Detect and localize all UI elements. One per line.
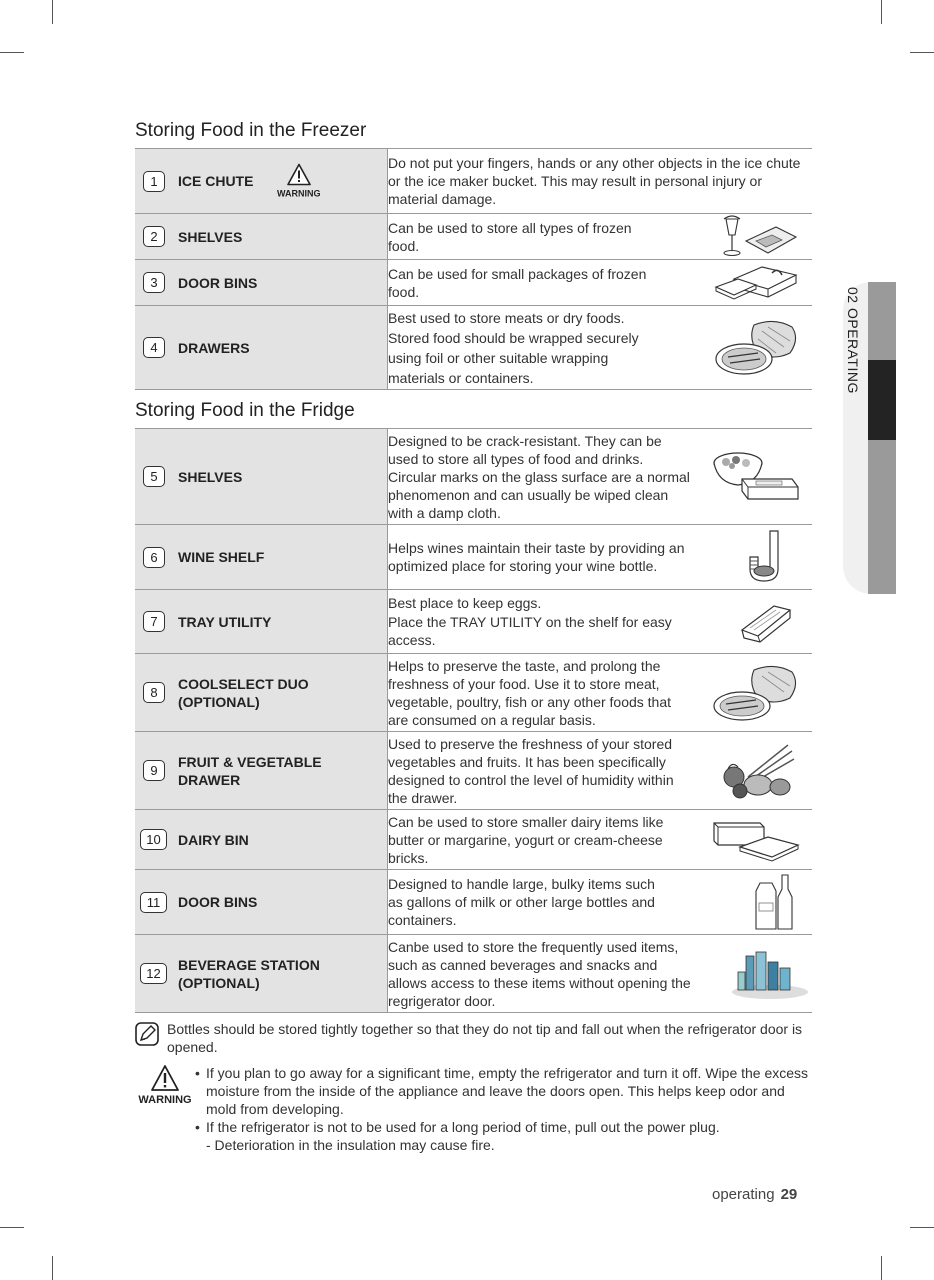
item-number: 8 [143, 682, 165, 703]
table-row [135, 214, 812, 260]
item-label: SHELVES [178, 468, 243, 485]
row-description-cell [388, 732, 813, 810]
item-label: DRAWERS [178, 339, 250, 356]
item-description-line: using foil or other suitable wrapping [388, 349, 609, 366]
wrapped-meat-icon [714, 317, 802, 379]
row-label-cell [135, 260, 388, 306]
item-number: 2 [143, 226, 165, 247]
dairy-containers-icon [710, 817, 802, 863]
row-description-cell [388, 429, 813, 525]
row-description-cell [388, 590, 813, 654]
row-label-cell [135, 214, 388, 260]
item-description: Used to preserve the freshness of your stored vegetables and fruits. It has been specifically designed to control the level of humidity within the drawer. [388, 735, 674, 806]
item-label: WINE SHELF [178, 549, 265, 565]
item-number: 12 [140, 963, 167, 984]
row-label-cell [135, 935, 388, 1013]
item-description: Can be used for small packages of frozen food. [388, 265, 647, 300]
row-label-cell [135, 429, 388, 525]
table-row [135, 429, 812, 525]
row-description-cell [388, 935, 813, 1013]
item-label: DAIRY BIN [178, 831, 249, 848]
item-number: 6 [143, 547, 165, 568]
item-number: 11 [140, 892, 167, 913]
row-description-cell [388, 870, 813, 935]
warning-text: If the refrigerator is not to be used for a long period of time, pull out the power plug. [206, 1119, 720, 1135]
item-number: 5 [143, 466, 165, 487]
beverages-icon [730, 948, 810, 1000]
crop-mark [52, 1256, 53, 1280]
warning-badge-label: WARNING [277, 188, 321, 199]
item-label: DOOR BINS [178, 894, 258, 910]
item-label: DOOR BINS [178, 274, 258, 291]
milk-bottle-icon [754, 873, 794, 931]
chapter-label: 02 OPERATING [845, 286, 861, 394]
warning-icon [150, 1064, 180, 1092]
warning-label: WARNING [138, 1094, 192, 1106]
table-row [135, 935, 812, 1013]
meat-platter-icon [712, 662, 802, 724]
fridge-table [135, 428, 812, 1013]
table-row [135, 590, 812, 654]
row-label-cell [135, 732, 388, 810]
item-label: COOLSELECT DUO (OPTIONAL) [178, 675, 309, 710]
crop-mark [910, 52, 934, 53]
note-icon [135, 1022, 159, 1046]
row-label-cell [135, 306, 388, 390]
item-description: Do not put your fingers, hands or any other objects in the ice chute or the ice maker bucket. This may result in personal injury or material damage. [388, 155, 801, 207]
page-number: 29 [780, 1186, 798, 1203]
row-description-cell [388, 525, 813, 590]
row-label-cell [135, 149, 388, 214]
egg-tray-icon [738, 600, 794, 644]
item-number: 7 [143, 611, 165, 632]
table-row [135, 870, 812, 935]
wine-shelf-icon [744, 529, 784, 585]
row-description-cell [388, 810, 813, 870]
crop-mark [881, 0, 882, 24]
item-label: BEVERAGE STATION (OPTIONAL) [178, 956, 320, 991]
item-description: Can be used to store smaller dairy items like butter or margarine, yogurt or cream-cheese bricks. [388, 813, 664, 866]
item-description-line: Stored food should be wrapped securely [388, 329, 639, 346]
fridge-section-title: Storing Food in the Fridge [135, 400, 355, 421]
item-description: Helps wines maintain their taste by providing an optimized place for storing your wine bottle. [388, 540, 685, 574]
vegetables-icon [718, 741, 802, 801]
warning-sub-item: - Deterioration in the insulation may cause fire. [206, 1137, 495, 1153]
row-description-cell [388, 654, 813, 732]
row-label-cell [135, 810, 388, 870]
crop-mark [910, 1227, 934, 1228]
item-description: Canbe used to store the frequently used items, such as canned beverages and snacks and allows access to these items without opening the regrigerator door. [388, 938, 691, 1009]
freezer-section-title: Storing Food in the Freezer [135, 120, 367, 141]
table-row [135, 810, 812, 870]
crop-mark [0, 1227, 24, 1228]
item-description-line: Best used to store meats or dry foods. [388, 309, 625, 326]
item-label: SHELVES [178, 228, 243, 245]
item-number: 3 [143, 272, 165, 293]
list-item: • If the refrigerator is not to be used for a long period of time, pull out the power plug. [195, 1119, 720, 1135]
item-description: Helps to preserve the taste, and prolong the freshness of your food. Use it to store meat, vegetable, poultry, fish or any other foods that are consumed on a regular basis. [388, 657, 672, 728]
row-description-cell [388, 260, 813, 306]
item-description-line: Place the TRAY UTILITY on the shelf for easy access. [388, 614, 672, 648]
crop-mark [0, 52, 24, 53]
row-label-cell [135, 654, 388, 732]
row-description-cell [388, 214, 813, 260]
row-label-cell [135, 525, 388, 590]
frozen-dessert-icon [716, 215, 802, 259]
item-description: Can be used to store all types of frozen food. [388, 219, 632, 254]
item-number: 9 [143, 760, 165, 781]
warning-badge [135, 1064, 195, 1106]
list-item: • If you plan to go away for a significant time, empty the refrigerator and turn it off. Wipe the excess moisture from the inside of the appliance and leave the doors open. This helps keep odor and mold from developing. [195, 1065, 809, 1117]
item-description: Designed to handle large, bulky items such as gallons of milk or other large bottles and containers. [388, 876, 655, 928]
item-number: 1 [143, 171, 165, 192]
item-number: 4 [143, 337, 165, 358]
crop-mark [52, 0, 53, 24]
row-label-cell [135, 870, 388, 935]
item-description-line: Best place to keep eggs. [388, 595, 542, 611]
salad-bowl-icon [712, 449, 802, 505]
table-row [135, 525, 812, 590]
crop-mark [881, 1256, 882, 1280]
item-description: Designed to be crack-resistant. They can be used to store all types of food and drinks. Circular marks on the glass surface are a normal phenomenon and can usually be wiped clean with a damp cloth. [388, 432, 690, 521]
warning-badge [277, 164, 321, 199]
row-label-cell [135, 590, 388, 654]
table-row [135, 732, 812, 810]
chapter-tab-marker [868, 360, 896, 440]
warning-icon [287, 164, 311, 186]
item-description-line: materials or containers. [388, 369, 534, 386]
warning-list [195, 1064, 815, 1154]
item-label: ICE CHUTE [178, 173, 254, 189]
page-footer [712, 1186, 797, 1203]
row-description-cell [388, 149, 813, 214]
item-label: FRUIT & VEGETABLE DRAWER [178, 753, 322, 788]
table-row [135, 260, 812, 306]
item-number: 10 [140, 829, 167, 850]
frozen-packages-icon [712, 263, 802, 303]
table-row [135, 654, 812, 732]
footer-section: operating [712, 1186, 775, 1203]
table-row [135, 306, 812, 390]
note-text: Bottles should be stored tightly together so that they do not tip and fall out when the refrigerator door is opened. [167, 1021, 803, 1055]
row-description-cell [388, 306, 813, 390]
freezer-table [135, 148, 812, 390]
item-label: TRAY UTILITY [178, 613, 272, 630]
warning-text: If you plan to go away for a significant time, empty the refrigerator and turn it off. Wipe the excess moisture from the inside of the appliance and leave the doors open. This helps keep odor and mold from developing. [206, 1065, 809, 1117]
table-row [135, 149, 812, 214]
